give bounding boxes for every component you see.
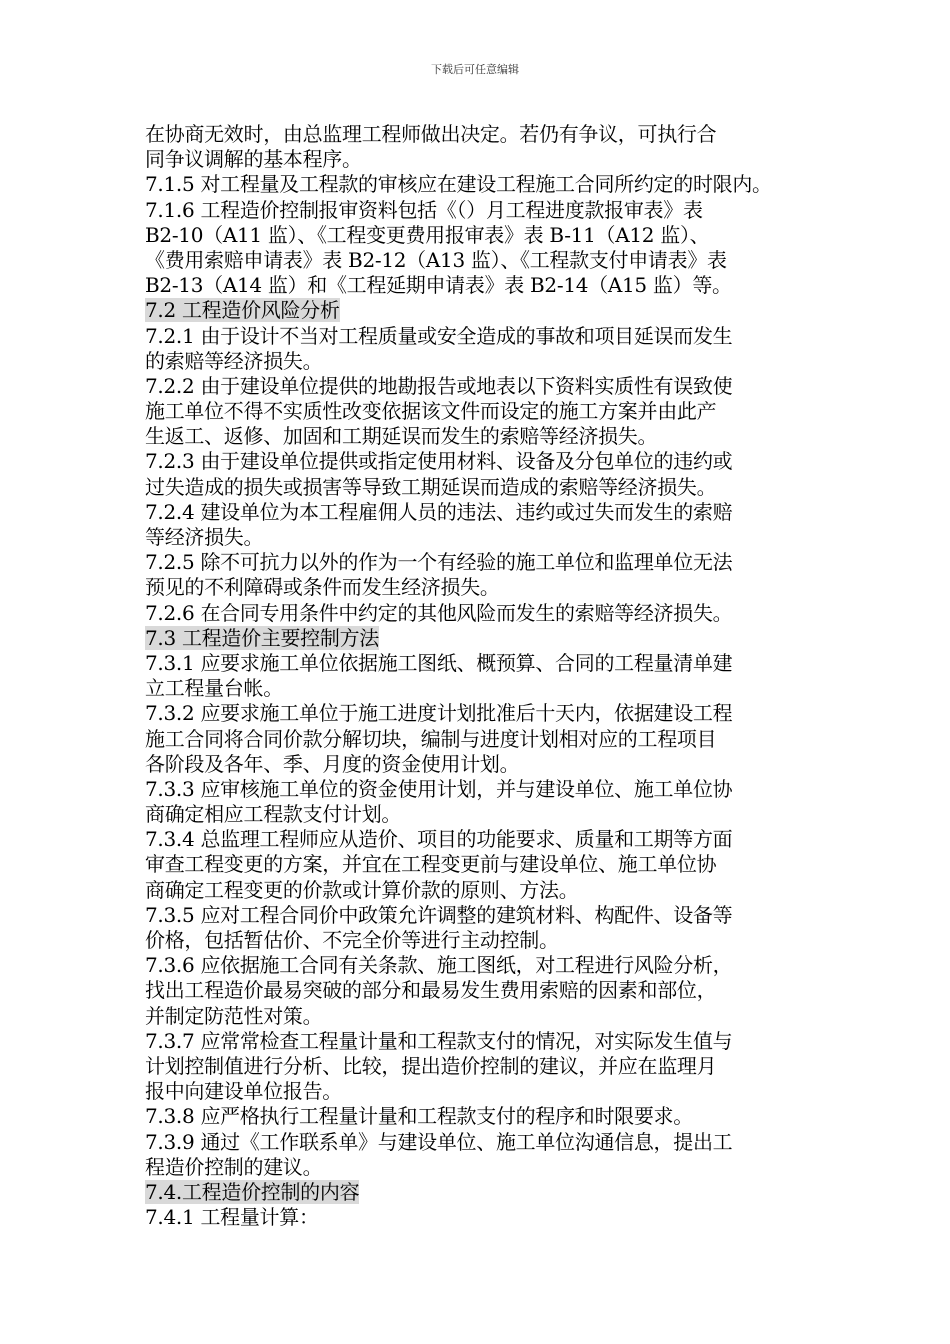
- line-text: 7.2.3 由于建设单位提供或指定使用材料、设备及分包单位的违约或: [145, 449, 733, 474]
- text-line: [145, 601, 845, 626]
- line-text: 施工合同将合同价款分解切块，编制与进度计划相对应的工程项目: [145, 726, 717, 751]
- text-line: [145, 1079, 845, 1104]
- text-line: [145, 651, 845, 676]
- line-text: 立工程量台帐。: [145, 676, 283, 701]
- text-line: [145, 525, 845, 550]
- text-line: [145, 475, 845, 500]
- section-heading: [145, 298, 845, 323]
- line-text: 7.3.3 应审核施工单位的资金使用计划，并与建设单位、施工单位协: [145, 776, 733, 801]
- line-text: 价格，包括暂估价、不完全价等进行主动控制。: [145, 928, 559, 952]
- line-text: 7.1.6 工程造价控制报审资料包括《（）月工程进度款报审表》表: [145, 197, 703, 222]
- line-text: 计划控制值进行分析、比较，提出造价控制的建议，并应在监理月: [145, 1053, 717, 1078]
- line-text: 《费用索赔申请表》表 B2-12（A13 监）、《工程款支付申请表》表: [145, 247, 727, 272]
- page-header: 下载后可任意编辑: [431, 63, 519, 76]
- line-text: 各阶段及各年、季、月度的资金使用计划。: [145, 751, 520, 776]
- text-line: [145, 223, 845, 248]
- text-line: [145, 424, 845, 449]
- text-line: [145, 953, 845, 978]
- text-line: [145, 248, 845, 273]
- line-text: 7.3.1 应要求施工单位依据施工图纸、概预算、合同的工程量清单建: [145, 650, 733, 675]
- text-line: [145, 575, 845, 600]
- line-text: 商确定工程变更的价款或计算价款的原则、方法。: [145, 877, 579, 902]
- line-text: 程造价控制的建议。: [145, 1154, 323, 1179]
- text-line: [145, 147, 845, 172]
- line-text: 7.2.1 由于设计不当对工程质量或安全造成的事故和项目延误而发生: [145, 323, 733, 348]
- line-text: 7.2 工程造价风险分析: [145, 298, 340, 323]
- line-text: 7.3.6 应依据施工合同有关条款、施工图纸，对工程进行风险分析，: [145, 953, 733, 978]
- section-heading: [145, 626, 845, 651]
- text-line: [145, 928, 845, 953]
- line-text: 施工单位不得不实质性改变依据该文件而设定的施工方案并由此产: [145, 399, 717, 424]
- line-text: 7.1.5 对工程量及工程款的审核应在建设工程施工合同所约定的时限内。: [145, 172, 772, 197]
- line-text: 7.3.8 应严格执行工程量计量和工程款支付的程序和时限要求。: [145, 1104, 693, 1129]
- text-line: [145, 903, 845, 928]
- text-line: [145, 1029, 845, 1054]
- line-text: 7.4.1 工程量计算：: [145, 1205, 319, 1230]
- text-line: [145, 324, 845, 349]
- line-text: 报中向建设单位报告。: [145, 1079, 342, 1104]
- line-text: 审查工程变更的方案，并宜在工程变更前与建设单位、施工单位协: [145, 852, 717, 877]
- text-line: [145, 727, 845, 752]
- line-text: 7.3 工程造价主要控制方法: [145, 625, 379, 650]
- text-line: [145, 852, 845, 877]
- text-line: [145, 172, 845, 197]
- text-line: [145, 978, 845, 1003]
- text-line: [145, 1054, 845, 1079]
- line-text: 7.2.5 除不可抗力以外的作为一个有经验的施工单位和监理单位无法: [145, 550, 733, 575]
- text-line: [145, 374, 845, 399]
- document-body: [145, 122, 845, 1230]
- text-line: [145, 198, 845, 223]
- text-line: [145, 1104, 845, 1129]
- line-text: 过失造成的损失或损害等导致工期延误而造成的索赔等经济损失。: [145, 474, 717, 499]
- text-line: [145, 273, 845, 298]
- text-line: [145, 500, 845, 525]
- text-line: [145, 449, 845, 474]
- text-line: [145, 701, 845, 726]
- text-line: [145, 752, 845, 777]
- line-text: 7.2.4 建设单位为本工程雇佣人员的违法、违约或过失而发生的索赔: [145, 499, 733, 524]
- text-line: [145, 878, 845, 903]
- line-text: 预见的不利障碍或条件而发生经济损失。: [145, 575, 500, 600]
- line-text: 生返工、返修、加固和工期延误而发生的索赔等经济损失。: [145, 424, 658, 449]
- text-line: [145, 1130, 845, 1155]
- line-text: 在协商无效时，由总监理工程师做出决定。若仍有争议，可执行合: [145, 122, 717, 146]
- text-line: [145, 802, 845, 827]
- text-line: [145, 827, 845, 852]
- text-line: [145, 349, 845, 374]
- line-text: 7.3.5 应对工程合同价中政策允许调整的建筑材料、构配件、设备等: [145, 902, 733, 927]
- section-heading: [145, 1180, 845, 1205]
- text-line: [145, 550, 845, 575]
- line-text: B2-10（A11 监）、《工程变更费用报审表》表 B-11（A12 监）、: [145, 222, 710, 247]
- line-text: B2-13（A14 监）和《工程延期申请表》表 B2-14（A15 监）等。: [145, 273, 732, 298]
- line-text: 7.3.7 应常常检查工程量计量和工程款支付的情况，对实际发生值与: [145, 1028, 733, 1053]
- line-text: 7.2.6 在合同专用条件中约定的其他风险而发生的索赔等经济损失。: [145, 600, 733, 625]
- text-line: [145, 399, 845, 424]
- line-text: 商确定相应工程款支付计划。: [145, 802, 402, 827]
- line-text: 7.3.9 通过《工作联系单》与建设单位、施工单位沟通信息，提出工: [145, 1129, 733, 1154]
- text-line: [145, 1155, 845, 1180]
- line-text: 同争议调解的基本程序。: [145, 147, 362, 172]
- text-line: [145, 1205, 845, 1230]
- line-text: 7.3.2 应要求施工单位于施工进度计划批准后十天内，依据建设工程: [145, 701, 733, 726]
- line-text: 等经济损失。: [145, 525, 264, 549]
- line-text: 7.2.2 由于建设单位提供的地勘报告或地表以下资料实质性有误致使: [145, 373, 733, 398]
- line-text: 的索赔等经济损失。: [145, 348, 323, 373]
- line-text: 找出工程造价最易突破的部分和最易发生费用索赔的因素和部位，: [145, 978, 717, 1003]
- text-line: [145, 122, 845, 147]
- line-text: 7.3.4 总监理工程师应从造价、项目的功能要求、质量和工期等方面: [145, 827, 733, 852]
- text-line: [145, 777, 845, 802]
- line-text: 7.4.工程造价控制的内容: [145, 1179, 360, 1204]
- text-line: [145, 676, 845, 701]
- text-line: [145, 1004, 845, 1029]
- line-text: 并制定防范性对策。: [145, 1003, 323, 1028]
